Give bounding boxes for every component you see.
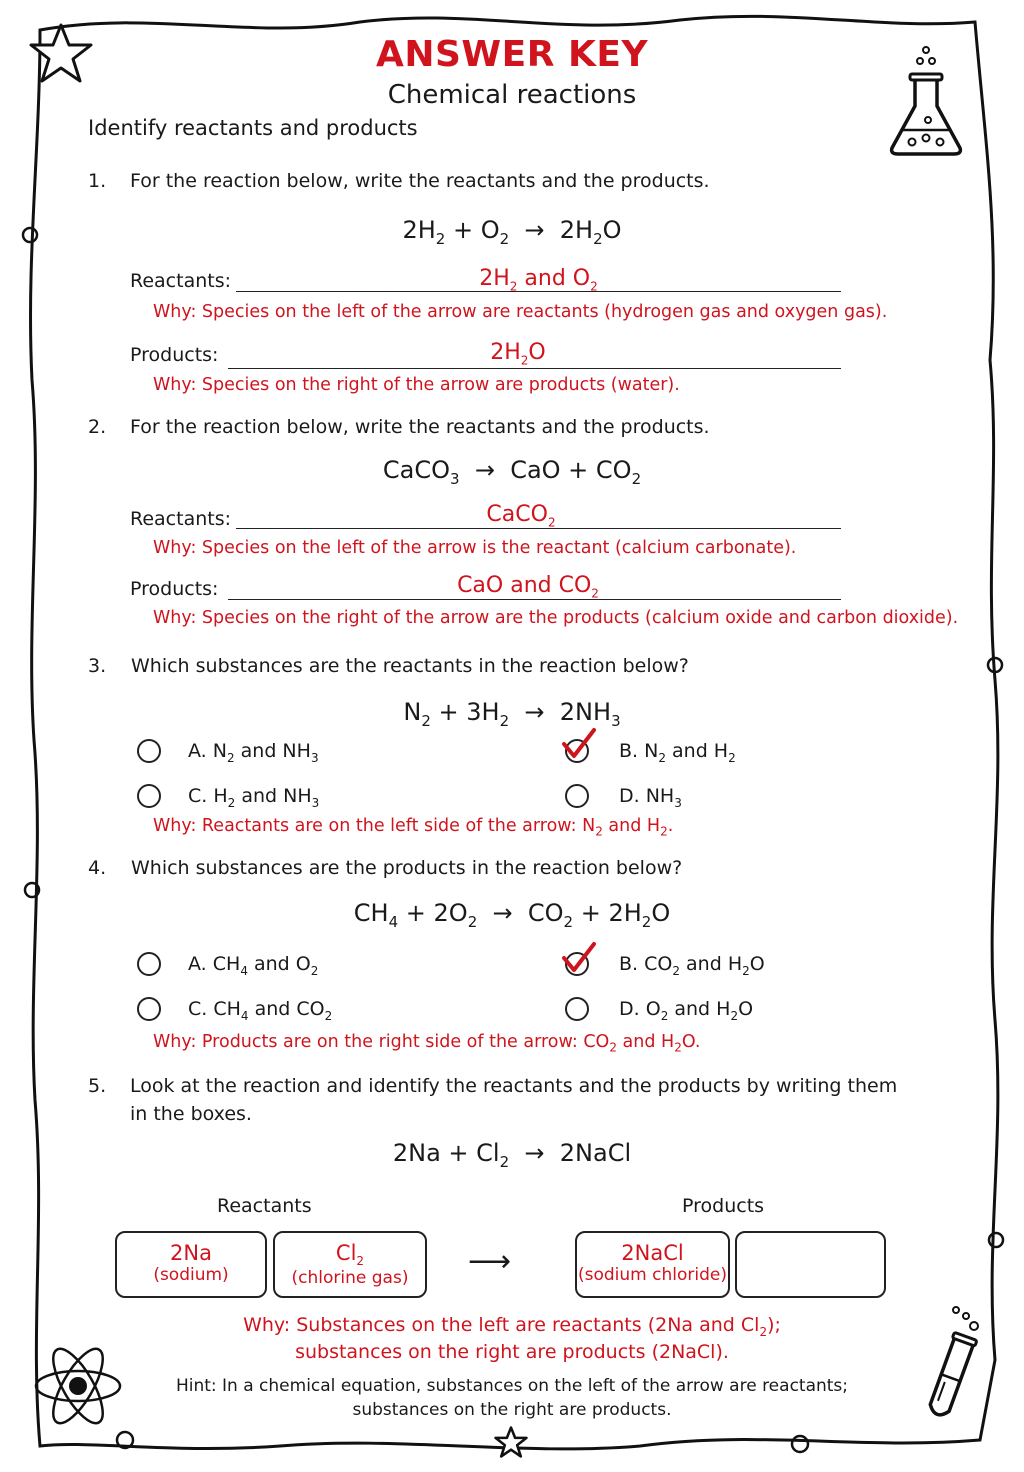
- question-number: 3.: [88, 655, 107, 677]
- answer-box[interactable]: 2Na (sodium): [115, 1231, 267, 1298]
- question-prompt: For the reaction below, write the reactants and the products.: [130, 416, 710, 438]
- checkmark-icon: [558, 942, 598, 978]
- reactants-heading: Reactants: [217, 1195, 312, 1217]
- option-d-radio[interactable]: [565, 784, 589, 808]
- question-prompt: Which substances are the reactants in the reaction below?: [131, 655, 689, 677]
- option-c[interactable]: C. $CH_4$ and $CO_2$: [188, 998, 333, 1023]
- answer-box[interactable]: 2NaCl (sodium chloride): [575, 1231, 730, 1298]
- option-a-radio[interactable]: [137, 739, 161, 763]
- answer-box-empty[interactable]: [735, 1231, 886, 1298]
- option-d-radio[interactable]: [565, 997, 589, 1021]
- reaction-equation: $CH_4 + 2O_2 \to CO_2 + 2H_2O$: [353, 899, 671, 931]
- question-number: 5.: [88, 1075, 107, 1097]
- explanation: Why: Reactants are on the left side of the arrow: $N_2$ and $H_2$.: [153, 816, 674, 839]
- question-prompt-cont: in the boxes.: [130, 1103, 252, 1125]
- reaction-equation: $2H_2 + O_2 \to 2H_2O$: [402, 216, 622, 248]
- option-b[interactable]: B. $N_2$ and $H_2$: [619, 740, 736, 765]
- star-icon: [494, 1426, 528, 1458]
- explanation-cont: substances on the right are products (2NaCl).: [295, 1341, 729, 1363]
- option-c[interactable]: C. $H_2$ and $NH_3$: [188, 785, 320, 810]
- products-answer: CaO and $CO_2$: [457, 573, 599, 601]
- products-answer: $2H_2O$: [490, 340, 546, 368]
- reactants-answer: $2H_2$ and $O_2$: [479, 266, 598, 294]
- checkmark-icon: [558, 728, 598, 764]
- hint-text: Hint: In a chemical equation, substances on the left of the arrow are reactants;: [175, 1376, 849, 1396]
- question-number: 4.: [88, 857, 107, 879]
- answer-box[interactable]: $Cl_2$ (chlorine gas): [273, 1231, 427, 1298]
- explanation: Why: Substances on the left are reactants (2Na and $Cl_2$);: [243, 1314, 781, 1339]
- reaction-equation: CaCO$_3$ → CaO + $CO_2$: [382, 456, 642, 488]
- reactants-answer: CaCO$_2$: [486, 502, 556, 530]
- answer-line: [228, 368, 841, 369]
- products-label: Products:: [130, 344, 219, 366]
- explanation: Why: Species on the right of the arrow are the products (calcium oxide and carbon dioxide).: [153, 608, 959, 628]
- reactants-label: Reactants:: [130, 270, 232, 292]
- reaction-equation: $N_2 + 3H_2 \to 2NH_3$: [403, 698, 621, 730]
- option-d[interactable]: D. $O_2$ and $H_2O$: [619, 998, 754, 1023]
- reactants-label: Reactants:: [130, 508, 232, 530]
- option-c-radio[interactable]: [137, 997, 161, 1021]
- explanation: Why: Species on the left of the arrow are reactants (hydrogen gas and oxygen gas).: [153, 302, 888, 322]
- page-title: ANSWER KEY: [375, 34, 649, 75]
- option-d[interactable]: D. $NH_3$: [619, 785, 682, 810]
- option-a[interactable]: A. $N_2$ and $NH_3$: [188, 740, 319, 765]
- option-a-radio[interactable]: [137, 952, 161, 976]
- page-subtitle: Chemical reactions: [387, 80, 637, 110]
- box-arrow: ⟶: [468, 1244, 512, 1279]
- option-a[interactable]: A. $CH_4$ and $O_2$: [188, 953, 319, 978]
- explanation: Why: Products are on the right side of the arrow: $CO_2$ and $H_2O$.: [153, 1032, 701, 1055]
- hint-text-cont: substances on the right are products.: [352, 1400, 672, 1420]
- option-b[interactable]: B. $CO_2$ and $H_2O$: [619, 953, 765, 978]
- question-number: 2.: [88, 416, 107, 438]
- question-prompt: For the reaction below, write the reactants and the products.: [130, 170, 710, 192]
- question-number: 1.: [88, 170, 107, 192]
- option-c-radio[interactable]: [137, 784, 161, 808]
- products-label: Products:: [130, 578, 219, 600]
- section-heading: Identify reactants and products: [88, 116, 418, 140]
- explanation: Why: Species on the right of the arrow are products (water).: [153, 375, 680, 395]
- explanation: Why: Species on the left of the arrow is the reactant (calcium carbonate).: [153, 538, 797, 558]
- question-prompt: Look at the reaction and identify the reactants and the products by writing them: [130, 1075, 898, 1097]
- products-heading: Products: [682, 1195, 765, 1217]
- reaction-equation: $2Na + Cl_2$ → 2NaCl: [392, 1139, 632, 1171]
- question-prompt: Which substances are the products in the reaction below?: [131, 857, 683, 879]
